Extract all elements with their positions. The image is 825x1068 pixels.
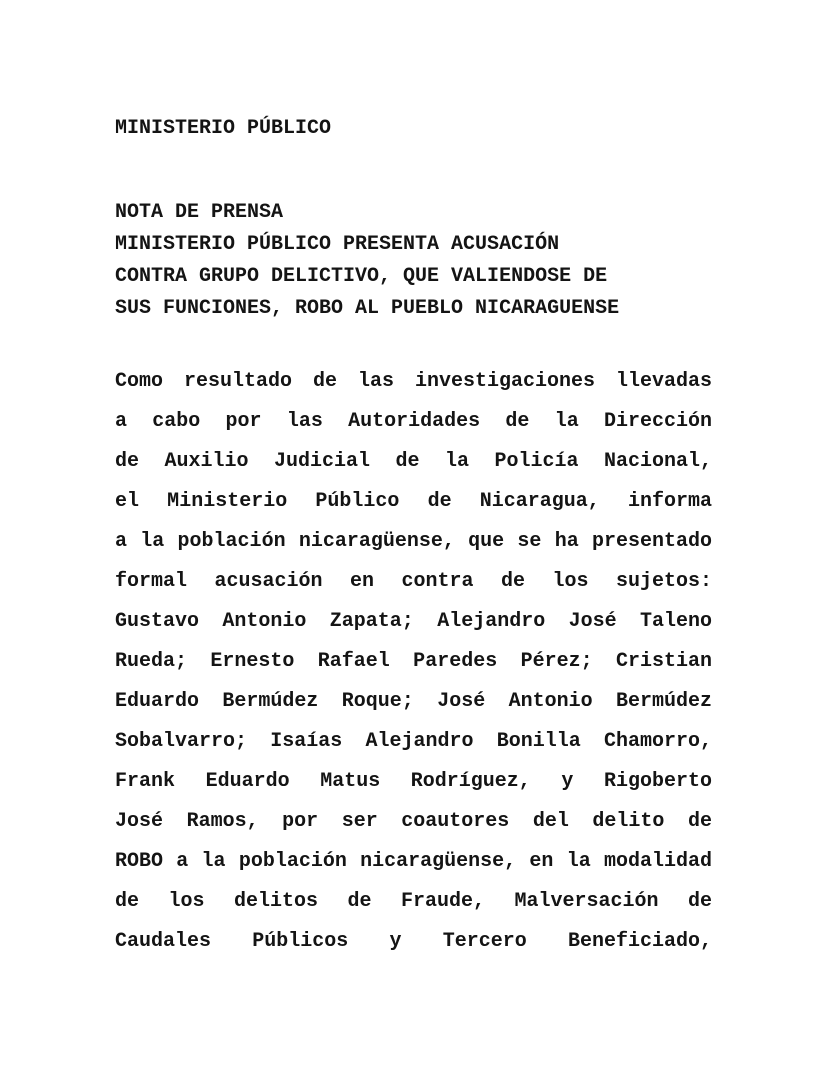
heading-line: NOTA DE PRENSA <box>115 201 284 224</box>
body-line: Sobalvarro; Isaías Alejandro Bonilla Chamorro, <box>115 730 712 753</box>
body-line: a la población nicaragüense, que se ha presentado <box>115 530 712 553</box>
press-release-heading <box>115 197 619 325</box>
body-line: de los delitos de Fraude, Malversación de <box>115 890 712 913</box>
body-line: Eduardo Bermúdez Roque; José Antonio Bermúdez <box>115 690 712 713</box>
body-line: de Auxilio Judicial de la Policía Nacional, <box>115 450 712 473</box>
body-line: el Ministerio Público de Nicaragua, informa <box>115 490 712 513</box>
body-line: formal acusación en contra de los sujetos: <box>115 570 712 593</box>
body-line: Caudales Públicos y Tercero Beneficiado, <box>115 930 712 953</box>
body-line: a cabo por las Autoridades de la Dirección <box>115 410 712 433</box>
body-line: Gustavo Antonio Zapata; Alejandro José Taleno <box>115 610 712 633</box>
body-line: Rueda; Ernesto Rafael Paredes Pérez; Cristian <box>115 650 712 673</box>
organization-name: MINISTERIO PÚBLICO <box>115 117 332 140</box>
body-line: José Ramos, por ser coautores del delito de <box>115 810 712 833</box>
body-paragraph <box>115 362 712 962</box>
body-line: Frank Eduardo Matus Rodríguez, y Rigoberto <box>115 770 712 793</box>
heading-line: MINISTERIO PÚBLICO PRESENTA ACUSACIÓN <box>115 233 560 256</box>
heading-line: SUS FUNCIONES, ROBO AL PUEBLO NICARAGUENSE <box>115 297 620 320</box>
body-line: ROBO a la población nicaragüense, en la modalidad <box>115 850 712 873</box>
body-line: Como resultado de las investigaciones llevadas <box>115 370 712 393</box>
heading-line: CONTRA GRUPO DELICTIVO, QUE VALIENDOSE DE <box>115 265 608 288</box>
